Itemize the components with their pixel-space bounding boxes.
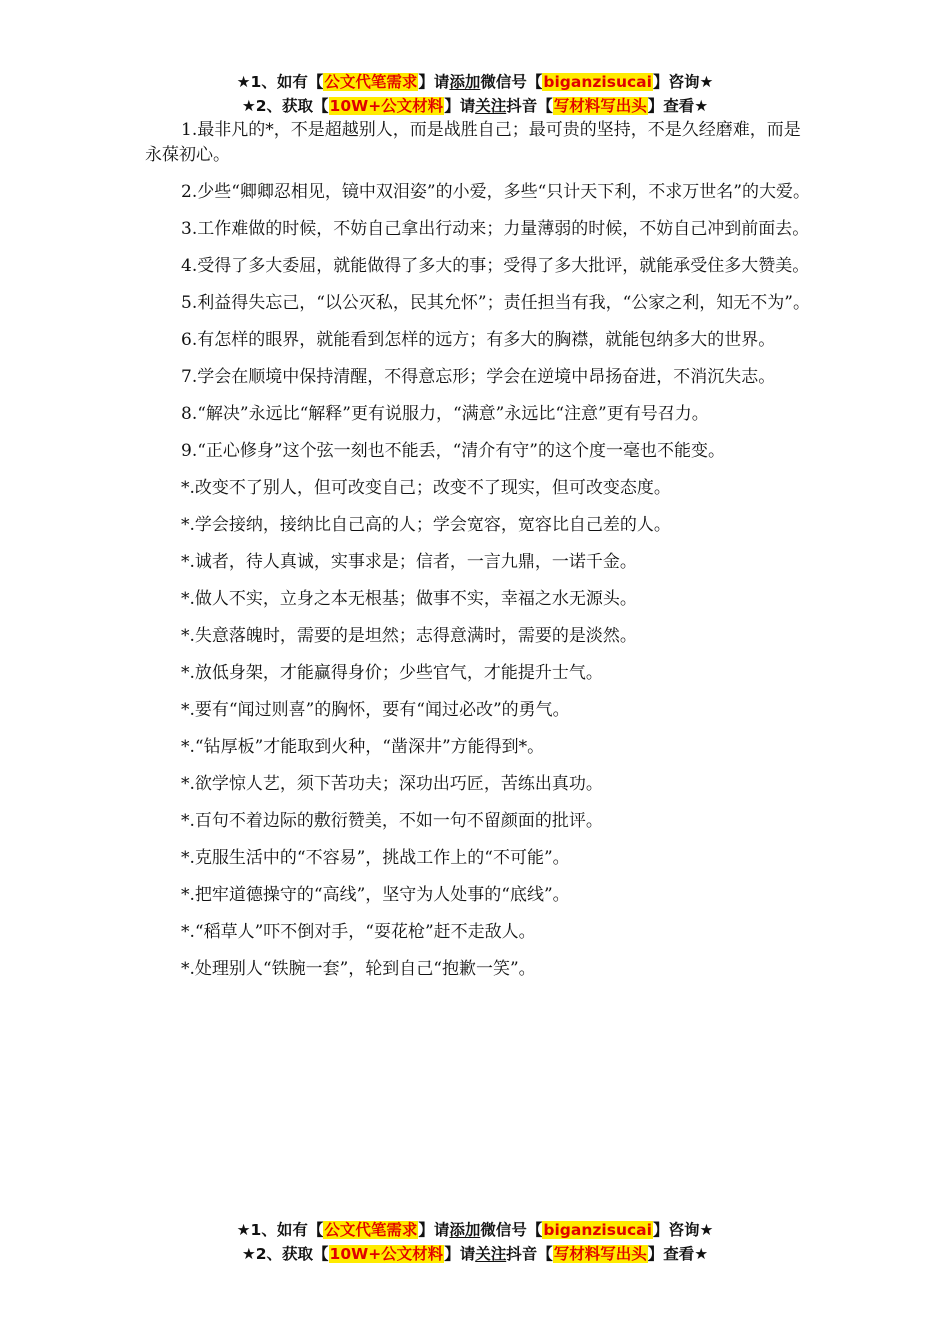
paragraph: 9.“正心修身”这个弦一刻也不能丢，“清介有守”的这个度一毫也不能变。 xyxy=(181,441,725,461)
banner-line-1: ★1、如有【公文代笔需求】请添加微信号【biganzisucai】咨询★ xyxy=(236,1221,714,1239)
emphasis-follow: 关注 xyxy=(475,97,507,115)
bottom-banner xyxy=(0,1218,950,1266)
paragraph: *.欲学惊人艺，须下苦功夫；深功出巧匠，苦练出真功。 xyxy=(181,774,603,794)
banner-line-1: ★1、如有【公文代笔需求】请添加微信号【biganzisucai】咨询★ xyxy=(236,73,714,91)
banner-line-2: ★2、获取【10W+公文材料】请关注抖音【写材料写出头】查看★ xyxy=(241,1245,709,1263)
paragraph: *.失意落魄时，需要的是坦然；志得意满时，需要的是淡然。 xyxy=(181,626,637,646)
paragraph: 8.“解决”永远比“解释”更有说服力，“满意”永远比“注意”更有号召力。 xyxy=(181,404,709,424)
paragraph: *.百句不着边际的敷衍赞美，不如一句不留颜面的批评。 xyxy=(181,811,603,831)
paragraph: *.学会接纳，接纳比自己高的人；学会宽容，宽容比自己差的人。 xyxy=(181,515,671,535)
highlight-wechat-id: biganzisucai xyxy=(543,1221,652,1239)
paragraph: *.处理别人“铁腕一套”，轮到自己“抱歉一笑”。 xyxy=(181,959,536,979)
star-icon: ★ xyxy=(236,1221,251,1239)
paragraph: 4.受得了多大委屈，就能做得了多大的事；受得了多大批评，就能承受住多大赞美。 xyxy=(181,256,810,276)
star-icon: ★ xyxy=(241,1245,256,1263)
paragraph: 1.最非凡的*，不是超越别人，而是战胜自己；最可贵的坚持，不是久经磨难，而是永葆初心。 xyxy=(145,120,801,165)
paragraph: *.诚者，待人真诚，实事求是；信者，一言九鼎，一诺千金。 xyxy=(181,552,637,572)
highlight-wechat-id: biganzisucai xyxy=(543,73,652,91)
paragraph: *.改变不了别人，但可改变自己；改变不了现实，但可改变态度。 xyxy=(181,478,671,498)
highlight-materials: 10W+公文材料 xyxy=(329,1245,444,1263)
paragraph: 5.利益得失忘己，“以公灭私，民其允怀”；责任担当有我，“公家之利，知无不为”。 xyxy=(181,293,810,313)
banner-line-2: ★2、获取【10W+公文材料】请关注抖音【写材料写出头】查看★ xyxy=(241,97,709,115)
emphasis-follow: 关注 xyxy=(475,1245,507,1263)
document-body xyxy=(145,118,817,994)
star-icon: ★ xyxy=(241,97,256,115)
paragraph: 6.有怎样的眼界，就能看到怎样的远方；有多大的胸襟，就能包纳多大的世界。 xyxy=(181,330,776,350)
emphasis-add: 添加 xyxy=(449,1221,481,1239)
paragraph: 7.学会在顺境中保持清醒，不得意忘形；学会在逆境中昂扬奋进，不消沉失志。 xyxy=(181,367,776,387)
paragraph: *.放低身架，才能赢得身价；少些官气，才能提升士气。 xyxy=(181,663,603,683)
top-banner xyxy=(0,70,950,118)
paragraph: *.“钻厚板”才能取到火种，“凿深井”方能得到*。 xyxy=(181,737,545,757)
highlight-service: 公文代笔需求 xyxy=(324,1221,418,1239)
paragraph: *.克服生活中的“不容易”，挑战工作上的“不可能”。 xyxy=(181,848,570,868)
highlight-materials: 10W+公文材料 xyxy=(329,97,444,115)
paragraph: *.做人不实，立身之本无根基；做事不实，幸福之水无源头。 xyxy=(181,589,637,609)
paragraph: 2.少些“卿卿忍相见，镜中双泪姿”的小爱，多些“只计天下利，不求万世名”的大爱。 xyxy=(181,182,810,202)
highlight-douyin: 写材料写出头 xyxy=(553,97,647,115)
paragraph: 3.工作难做的时候，不妨自己拿出行动来；力量薄弱的时候，不妨自己冲到前面去。 xyxy=(181,219,810,239)
paragraph: *.把牢道德操守的“高线”，坚守为人处事的“底线”。 xyxy=(181,885,570,905)
emphasis-add: 添加 xyxy=(449,73,481,91)
paragraph: *.要有“闻过则喜”的胸怀，要有“闻过必改”的勇气。 xyxy=(181,700,570,720)
highlight-douyin: 写材料写出头 xyxy=(553,1245,647,1263)
star-icon: ★ xyxy=(236,73,251,91)
highlight-service: 公文代笔需求 xyxy=(324,73,418,91)
paragraph: *.“稻草人”吓不倒对手，“耍花枪”赶不走敌人。 xyxy=(181,922,536,942)
